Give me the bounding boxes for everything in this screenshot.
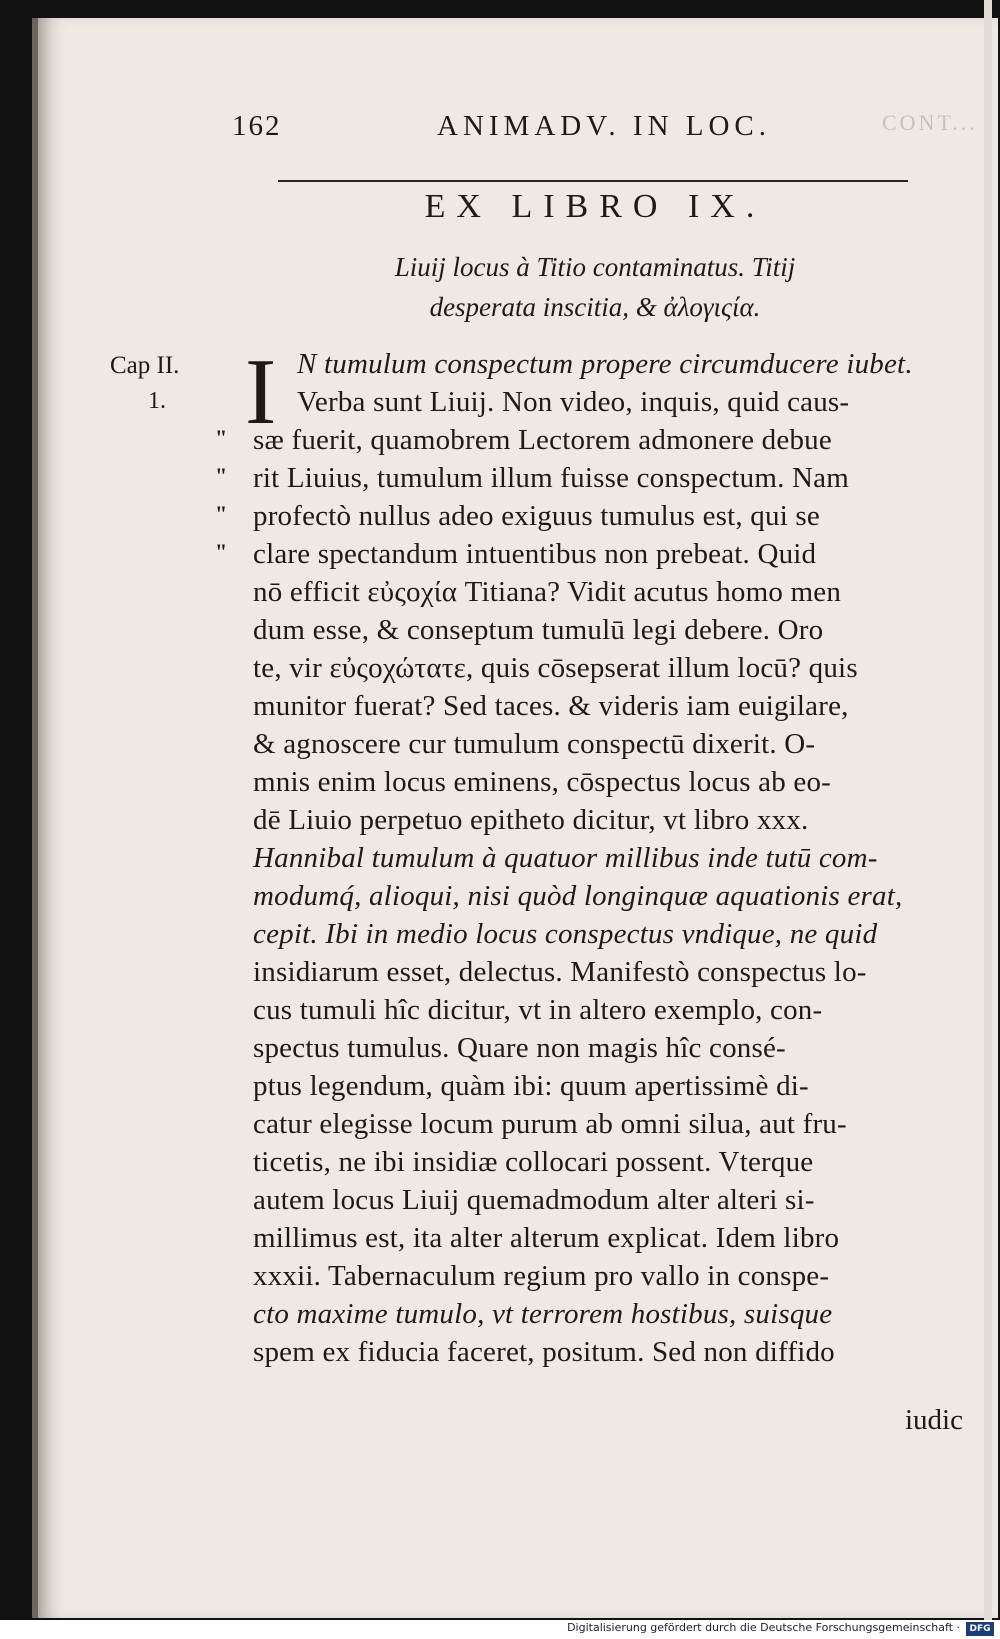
text-line: ptus legendum, quàm ibi: quum apertissimè di- [253,1070,809,1102]
margin-number: 1. [148,388,166,414]
text-line: catur elegisse locum purum ab omni silua, aut fru- [253,1108,847,1140]
text-line: cto maxime tumulo, vt terrorem hostibus, suisque [253,1298,833,1330]
text-line: dum esse, & conseptum tumulū legi debere. Oro [253,614,824,646]
text-line: N tumulum conspectum propere circumducere iubet. [297,348,913,380]
catchword: iudic [905,1404,963,1436]
subtitle-line-1: Liuij locus à Titio contaminatus. Titij [394,252,796,282]
text-line: cus tumuli hîc dicitur, vt in altero exemplo, con- [253,994,823,1026]
text-line: munitor fuerat? Sed taces. & videris iam euigilare, [253,690,849,722]
text-line: cepit. Ibi in medio locus conspectus vndique, ne quid [253,918,878,950]
funding-note: Digitalisierung gefördert durch die Deutsche Forschungsgemeinschaft · [567,1621,960,1634]
text-line: mnis enim locus eminens, cōspectus locus ab eo- [253,766,832,798]
facing-page-edge [984,0,992,1639]
text-line: Verba sunt Liuij. Non video, inquis, quid caus- [297,386,850,418]
drop-capital: I [245,340,277,444]
text-line: nō efficit εὐςοχία Titiana? Vidit acutus homo men [253,576,842,608]
text-line: ticetis, ne ibi insidiæ collocari possent. Vterque [253,1146,814,1178]
text-line: te, vir εὐςοχώτατε, quis cōsepserat illum locū? quis [253,652,858,684]
page-number: 162 [232,110,282,142]
bleedthrough-text: CONT... [882,110,978,135]
quote-mark: " [215,539,228,564]
text-line: & agnoscere cur tumulum conspectū dixerit. O- [253,728,816,760]
quote-mark: " [215,501,228,526]
text-line: profectò nullus adeo exiguus tumulus est, qui se [253,500,820,532]
text-line: sæ fuerit, quamobrem Lectorem admonere debue [253,424,832,456]
running-head [232,110,978,144]
text-line: rit Liuius, tumulum illum fuisse conspectum. Nam [253,462,849,494]
text-line: insidiarum esset, delectus. Manifestò conspectus lo- [253,956,867,988]
chapter-heading: EX LIBRO IX. [424,188,766,225]
text-line: dē Liuio perpetuo epitheto dicitur, vt libro xxx. [253,804,809,836]
text-line: millimus est, ita alter alterum explicat. Idem libro [253,1222,840,1254]
dfg-logo-icon: DFG [966,1622,994,1636]
text-line: modumq́, alioqui, nisi quòd longinquæ aquationis erat, [253,880,903,912]
digitization-footer [0,1620,1000,1639]
quote-mark: " [215,425,228,450]
head-rule [278,180,908,182]
text-line: clare spectandum intuentibus non prebeat. Quid [253,538,817,570]
running-title: ANIMADV. IN LOC. [437,110,772,142]
text-line: autem locus Liuij quemadmodum alter alteri si- [253,1184,815,1216]
subtitle-line-2: desperata inscitia, & ἀλογιςία. [429,292,761,322]
text-line: xxxii. Tabernaculum regium pro vallo in conspe- [253,1260,830,1292]
margin-chapter-note: Cap II. [110,352,180,379]
text-line: Hannibal tumulum à quatuor millibus inde tutū com- [253,842,878,874]
text-line: spectus tumulus. Quare non magis hîc consé- [253,1032,786,1064]
text-line: spem ex fiducia faceret, positum. Sed non diffido [253,1336,835,1368]
quote-mark: " [215,463,228,488]
